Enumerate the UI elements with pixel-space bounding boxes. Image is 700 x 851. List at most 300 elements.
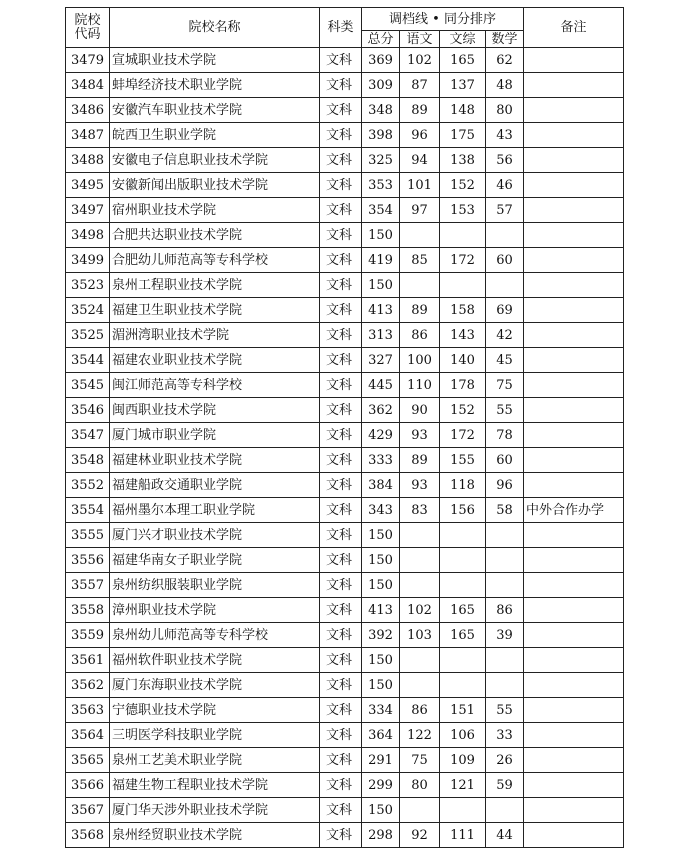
subject-type-cell: 文科 [320,498,362,523]
table-row [66,248,624,273]
chinese-score-cell [400,798,440,823]
chinese-score-cell: 94 [400,148,440,173]
school-code-cell: 3559 [66,623,110,648]
chinese-score-cell: 97 [400,198,440,223]
chinese-score-cell: 92 [400,823,440,848]
note-cell [524,248,624,273]
total-score-cell: 354 [362,198,400,223]
school-code-cell: 3523 [66,273,110,298]
subject-type-cell: 文科 [320,373,362,398]
total-score-cell: 313 [362,323,400,348]
table-row [66,323,624,348]
subject-type-cell: 文科 [320,548,362,573]
school-name-cell: 厦门东海职业技术学院 [110,673,320,698]
total-score-cell: 362 [362,398,400,423]
school-name-cell: 福建农业职业技术学院 [110,348,320,373]
school-code-cell: 3497 [66,198,110,223]
subject-type-cell: 文科 [320,423,362,448]
subject-type-cell: 文科 [320,673,362,698]
subject-type-cell: 文科 [320,773,362,798]
admission-table-container [65,7,624,848]
school-code-cell: 3554 [66,498,110,523]
school-name-cell: 三明医学科技职业学院 [110,723,320,748]
note-cell [524,348,624,373]
math-score-cell: 26 [486,748,524,773]
liberal-arts-score-cell: 155 [440,448,486,473]
subject-type-cell: 文科 [320,173,362,198]
table-row [66,698,624,723]
school-name-cell: 合肥共达职业技术学院 [110,223,320,248]
math-score-cell: 69 [486,298,524,323]
math-score-cell: 78 [486,423,524,448]
subject-type-cell: 文科 [320,448,362,473]
math-score-cell: 46 [486,173,524,198]
school-name-cell: 泉州工艺美术职业学院 [110,748,320,773]
note-cell [524,48,624,73]
school-code-cell: 3499 [66,248,110,273]
header-notes: 备注 [524,8,624,48]
note-cell [524,673,624,698]
liberal-arts-score-cell [440,273,486,298]
total-score-cell: 309 [362,73,400,98]
math-score-cell: 44 [486,823,524,848]
school-name-cell: 厦门华天涉外职业技术学院 [110,798,320,823]
chinese-score-cell: 103 [400,623,440,648]
total-score-cell: 150 [362,223,400,248]
table-row [66,748,624,773]
note-cell [524,423,624,448]
total-score-cell: 419 [362,248,400,273]
total-score-cell: 445 [362,373,400,398]
note-cell [524,723,624,748]
note-cell [524,273,624,298]
subject-type-cell: 文科 [320,698,362,723]
math-score-cell: 60 [486,248,524,273]
liberal-arts-score-cell: 175 [440,123,486,148]
school-name-cell: 宿州职业技术学院 [110,198,320,223]
table-header [66,8,624,48]
note-cell [524,473,624,498]
school-name-cell: 福建卫生职业技术学院 [110,298,320,323]
math-score-cell: 48 [486,73,524,98]
chinese-score-cell: 122 [400,723,440,748]
school-name-cell: 福建船政交通职业学院 [110,473,320,498]
math-score-cell [486,648,524,673]
liberal-arts-score-cell: 172 [440,423,486,448]
math-score-cell [486,798,524,823]
school-name-cell: 福建华南女子职业学院 [110,548,320,573]
total-score-cell: 150 [362,648,400,673]
math-score-cell [486,523,524,548]
school-name-cell: 福建林业职业技术学院 [110,448,320,473]
total-score-cell: 384 [362,473,400,498]
math-score-cell: 55 [486,698,524,723]
math-score-cell: 43 [486,123,524,148]
table-row [66,648,624,673]
school-code-cell: 3558 [66,598,110,623]
math-score-cell: 45 [486,348,524,373]
school-code-cell: 3525 [66,323,110,348]
table-row [66,773,624,798]
school-name-cell: 厦门城市职业学院 [110,423,320,448]
school-code-cell: 3479 [66,48,110,73]
liberal-arts-score-cell [440,223,486,248]
table-row [66,398,624,423]
liberal-arts-score-cell: 109 [440,748,486,773]
note-cell [524,123,624,148]
math-score-cell: 60 [486,448,524,473]
school-name-cell: 福建生物工程职业技术学院 [110,773,320,798]
school-code-cell: 3567 [66,798,110,823]
school-code-cell: 3557 [66,573,110,598]
total-score-cell: 298 [362,823,400,848]
math-score-cell [486,673,524,698]
header-math: 数学 [486,31,524,48]
subject-type-cell: 文科 [320,223,362,248]
liberal-arts-score-cell: 143 [440,323,486,348]
school-name-cell: 皖西卫生职业学院 [110,123,320,148]
school-name-cell: 宁德职业技术学院 [110,698,320,723]
school-code-cell: 3495 [66,173,110,198]
total-score-cell: 325 [362,148,400,173]
liberal-arts-score-cell [440,523,486,548]
liberal-arts-score-cell [440,673,486,698]
total-score-cell: 429 [362,423,400,448]
school-name-cell: 闽西职业技术学院 [110,398,320,423]
school-code-cell: 3486 [66,98,110,123]
table-row [66,298,624,323]
chinese-score-cell: 93 [400,423,440,448]
school-code-cell: 3487 [66,123,110,148]
chinese-score-cell [400,223,440,248]
note-cell [524,198,624,223]
school-code-cell: 3498 [66,223,110,248]
liberal-arts-score-cell [440,648,486,673]
math-score-cell: 42 [486,323,524,348]
header-school-code: 院校 代码 [66,8,110,48]
school-code-cell: 3548 [66,448,110,473]
table-row [66,598,624,623]
note-cell [524,173,624,198]
subject-type-cell: 文科 [320,523,362,548]
chinese-score-cell: 110 [400,373,440,398]
note-cell [524,598,624,623]
chinese-score-cell: 80 [400,773,440,798]
math-score-cell: 59 [486,773,524,798]
chinese-score-cell: 101 [400,173,440,198]
subject-type-cell: 文科 [320,798,362,823]
school-code-cell: 3564 [66,723,110,748]
school-code-cell: 3555 [66,523,110,548]
liberal-arts-score-cell: 153 [440,198,486,223]
math-score-cell: 86 [486,598,524,623]
subject-type-cell: 文科 [320,248,362,273]
total-score-cell: 150 [362,798,400,823]
subject-type-cell: 文科 [320,123,362,148]
table-row [66,123,624,148]
table-row [66,798,624,823]
chinese-score-cell: 89 [400,98,440,123]
school-name-cell: 宣城职业技术学院 [110,48,320,73]
note-cell [524,698,624,723]
chinese-score-cell: 83 [400,498,440,523]
subject-type-cell: 文科 [320,198,362,223]
note-cell [524,148,624,173]
total-score-cell: 369 [362,48,400,73]
chinese-score-cell [400,523,440,548]
note-cell [524,223,624,248]
math-score-cell: 96 [486,473,524,498]
subject-type-cell: 文科 [320,598,362,623]
table-body [66,48,624,848]
total-score-cell: 150 [362,273,400,298]
chinese-score-cell [400,273,440,298]
chinese-score-cell: 86 [400,698,440,723]
school-code-cell: 3562 [66,673,110,698]
note-cell [524,798,624,823]
school-name-cell: 漳州职业技术学院 [110,598,320,623]
chinese-score-cell: 93 [400,473,440,498]
liberal-arts-score-cell: 151 [440,698,486,723]
liberal-arts-score-cell [440,798,486,823]
math-score-cell: 55 [486,398,524,423]
total-score-cell: 392 [362,623,400,648]
table-row [66,173,624,198]
chinese-score-cell [400,573,440,598]
liberal-arts-score-cell: 156 [440,498,486,523]
liberal-arts-score-cell: 121 [440,773,486,798]
liberal-arts-score-cell: 165 [440,623,486,648]
header-chinese: 语文 [400,31,440,48]
note-cell [524,98,624,123]
note-cell [524,648,624,673]
liberal-arts-score-cell: 140 [440,348,486,373]
subject-type-cell: 文科 [320,48,362,73]
table-row [66,573,624,598]
total-score-cell: 334 [362,698,400,723]
total-score-cell: 299 [362,773,400,798]
note-cell [524,748,624,773]
header-total-score: 总分 [362,31,400,48]
school-name-cell: 蚌埠经济技术职业学院 [110,73,320,98]
table-row [66,373,624,398]
school-name-cell: 泉州工程职业技术学院 [110,273,320,298]
school-code-cell: 3544 [66,348,110,373]
math-score-cell [486,273,524,298]
table-row [66,548,624,573]
note-cell [524,323,624,348]
header-liberal-arts: 文综 [440,31,486,48]
chinese-score-cell [400,648,440,673]
note-cell [524,373,624,398]
table-row [66,498,624,523]
total-score-cell: 413 [362,298,400,323]
total-score-cell: 398 [362,123,400,148]
school-name-cell: 安徽汽车职业技术学院 [110,98,320,123]
table-row [66,523,624,548]
math-score-cell: 33 [486,723,524,748]
table-row [66,98,624,123]
math-score-cell: 39 [486,623,524,648]
table-row [66,48,624,73]
school-name-cell: 福州软件职业技术学院 [110,648,320,673]
school-code-cell: 3545 [66,373,110,398]
note-cell [524,823,624,848]
subject-type-cell: 文科 [320,273,362,298]
note-cell [524,623,624,648]
table-row [66,273,624,298]
table-row [66,673,624,698]
table-row [66,423,624,448]
liberal-arts-score-cell: 165 [440,598,486,623]
chinese-score-cell [400,548,440,573]
table-row [66,223,624,248]
table-row [66,73,624,98]
table-row [66,823,624,848]
chinese-score-cell: 86 [400,323,440,348]
total-score-cell: 150 [362,523,400,548]
school-name-cell: 安徽新闻出版职业技术学院 [110,173,320,198]
subject-type-cell: 文科 [320,148,362,173]
table-row [66,723,624,748]
header-cutoff-group: 调档线 • 同分排序 [362,8,524,31]
math-score-cell: 58 [486,498,524,523]
subject-type-cell: 文科 [320,623,362,648]
school-name-cell: 闽江师范高等专科学校 [110,373,320,398]
liberal-arts-score-cell: 137 [440,73,486,98]
school-code-cell: 3556 [66,548,110,573]
math-score-cell: 75 [486,373,524,398]
liberal-arts-score-cell: 111 [440,823,486,848]
total-score-cell: 413 [362,598,400,623]
math-score-cell [486,573,524,598]
header-subject-type: 科类 [320,8,362,48]
subject-type-cell: 文科 [320,73,362,98]
liberal-arts-score-cell: 172 [440,248,486,273]
chinese-score-cell: 96 [400,123,440,148]
total-score-cell: 291 [362,748,400,773]
total-score-cell: 348 [362,98,400,123]
header-school-name: 院校名称 [110,8,320,48]
subject-type-cell: 文科 [320,723,362,748]
total-score-cell: 364 [362,723,400,748]
liberal-arts-score-cell: 152 [440,398,486,423]
subject-type-cell: 文科 [320,323,362,348]
subject-type-cell: 文科 [320,348,362,373]
school-name-cell: 福州墨尔本理工职业学院 [110,498,320,523]
total-score-cell: 333 [362,448,400,473]
school-name-cell: 湄洲湾职业技术学院 [110,323,320,348]
chinese-score-cell: 87 [400,73,440,98]
school-code-cell: 3568 [66,823,110,848]
school-name-cell: 泉州纺织服装职业学院 [110,573,320,598]
subject-type-cell: 文科 [320,473,362,498]
school-code-cell: 3524 [66,298,110,323]
liberal-arts-score-cell: 106 [440,723,486,748]
total-score-cell: 150 [362,548,400,573]
chinese-score-cell: 89 [400,298,440,323]
total-score-cell: 353 [362,173,400,198]
math-score-cell: 80 [486,98,524,123]
table-row [66,473,624,498]
math-score-cell [486,548,524,573]
note-cell [524,73,624,98]
note-cell [524,398,624,423]
school-code-cell: 3565 [66,748,110,773]
liberal-arts-score-cell: 148 [440,98,486,123]
subject-type-cell: 文科 [320,648,362,673]
note-cell [524,448,624,473]
note-cell [524,548,624,573]
table-row [66,623,624,648]
subject-type-cell: 文科 [320,98,362,123]
school-code-cell: 3484 [66,73,110,98]
total-score-cell: 327 [362,348,400,373]
math-score-cell: 57 [486,198,524,223]
table-row [66,148,624,173]
school-code-cell: 3547 [66,423,110,448]
total-score-cell: 150 [362,573,400,598]
subject-type-cell: 文科 [320,748,362,773]
chinese-score-cell [400,673,440,698]
school-name-cell: 泉州经贸职业技术学院 [110,823,320,848]
math-score-cell [486,223,524,248]
chinese-score-cell: 85 [400,248,440,273]
note-cell [524,298,624,323]
subject-type-cell: 文科 [320,573,362,598]
chinese-score-cell: 89 [400,448,440,473]
school-code-cell: 3566 [66,773,110,798]
school-name-cell: 安徽电子信息职业技术学院 [110,148,320,173]
total-score-cell: 150 [362,673,400,698]
school-name-cell: 厦门兴才职业技术学院 [110,523,320,548]
liberal-arts-score-cell: 118 [440,473,486,498]
table-row [66,348,624,373]
math-score-cell: 62 [486,48,524,73]
school-code-cell: 3552 [66,473,110,498]
liberal-arts-score-cell: 138 [440,148,486,173]
liberal-arts-score-cell [440,548,486,573]
school-code-cell: 3563 [66,698,110,723]
subject-type-cell: 文科 [320,823,362,848]
liberal-arts-score-cell: 158 [440,298,486,323]
liberal-arts-score-cell: 178 [440,373,486,398]
subject-type-cell: 文科 [320,398,362,423]
chinese-score-cell: 102 [400,598,440,623]
school-code-cell: 3546 [66,398,110,423]
liberal-arts-score-cell: 152 [440,173,486,198]
school-name-cell: 合肥幼儿师范高等专科学校 [110,248,320,273]
school-code-cell: 3488 [66,148,110,173]
note-cell [524,523,624,548]
note-cell [524,573,624,598]
admission-score-table [65,7,624,848]
table-row [66,198,624,223]
chinese-score-cell: 102 [400,48,440,73]
note-cell: 中外合作办学 [524,498,624,523]
table-row [66,448,624,473]
chinese-score-cell: 75 [400,748,440,773]
chinese-score-cell: 90 [400,398,440,423]
chinese-score-cell: 100 [400,348,440,373]
school-code-cell: 3561 [66,648,110,673]
note-cell [524,773,624,798]
total-score-cell: 343 [362,498,400,523]
subject-type-cell: 文科 [320,298,362,323]
liberal-arts-score-cell: 165 [440,48,486,73]
math-score-cell: 56 [486,148,524,173]
liberal-arts-score-cell [440,573,486,598]
